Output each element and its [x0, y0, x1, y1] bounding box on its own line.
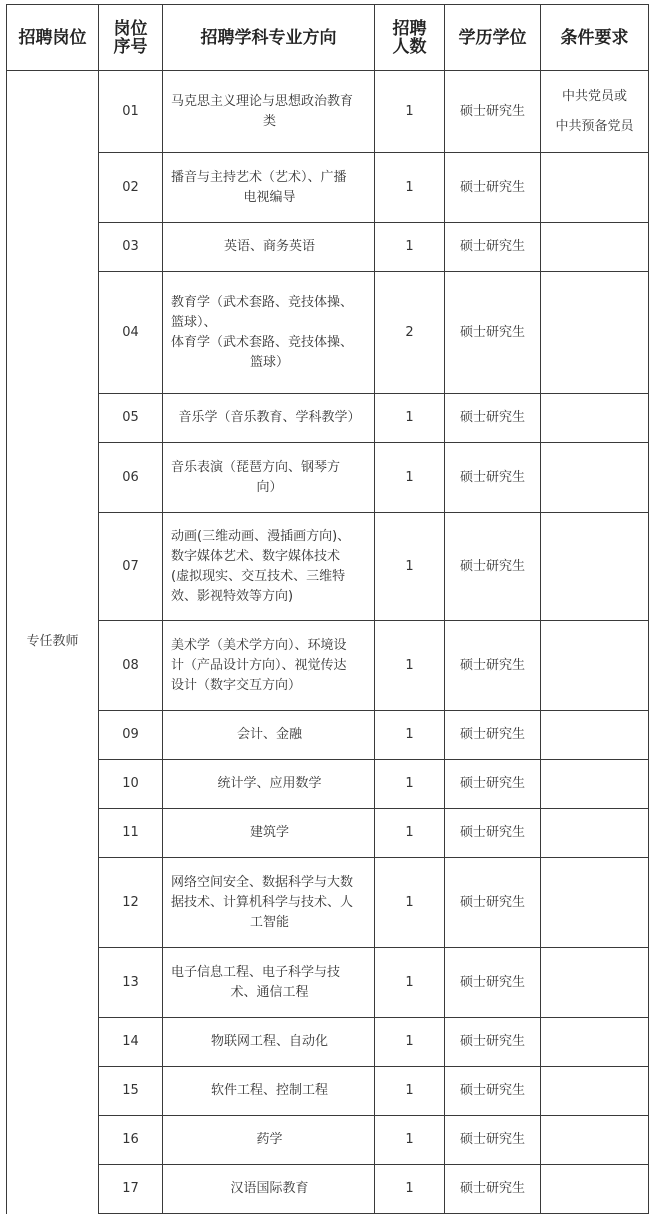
subject-line: 英语、商务英语: [223, 239, 315, 254]
header-requirement: 条件要求: [541, 5, 649, 71]
count-cell: 1: [375, 809, 445, 858]
header-row: [7, 5, 649, 71]
table-row: [7, 809, 649, 858]
seq-cell: 05: [99, 394, 163, 443]
subject-line: 数字媒体艺术、数字媒体技术: [171, 548, 341, 564]
seq-cell: 10: [99, 760, 163, 809]
seq-cell: 16: [99, 1116, 163, 1165]
header-count-line-1: 招聘: [392, 18, 427, 39]
subject-line: 计（产品设计方向）、视觉传达: [171, 657, 347, 673]
subject-line: 效、影视特效等方向): [171, 588, 294, 604]
subject-cell: [163, 513, 375, 621]
seq-cell: 17: [99, 1165, 163, 1214]
seq-cell: 06: [99, 443, 163, 513]
header-degree: 学历学位: [445, 5, 541, 71]
table-row: [7, 443, 649, 513]
requirement-cell: [541, 948, 649, 1018]
subject-cell: [163, 153, 375, 223]
subject-line: 篮球）、: [171, 314, 217, 330]
seq-cell: 14: [99, 1018, 163, 1067]
table-row: [7, 711, 649, 760]
table-row: [7, 621, 649, 711]
seq-cell: 04: [99, 272, 163, 394]
subject-cell: [163, 621, 375, 711]
subject-line: 建筑学: [249, 825, 289, 840]
count-cell: 2: [375, 272, 445, 394]
post-name-cell: 专任教师: [7, 71, 99, 1214]
table-row: [7, 760, 649, 809]
subject-line: 软件工程、控制工程: [210, 1083, 328, 1098]
count-cell: 1: [375, 1067, 445, 1116]
subject-line: 汉语国际教育: [230, 1181, 309, 1196]
subject-line: 统计学、应用数学: [217, 776, 322, 791]
degree-cell: 硕士研究生: [445, 809, 541, 858]
subject-cell: [163, 711, 375, 760]
subject-line: 篮球）: [249, 354, 289, 370]
subject-line: 播音与主持艺术（艺术）、广播: [171, 169, 347, 185]
subject-cell: [163, 809, 375, 858]
subject-cell: [163, 760, 375, 809]
requirement-cell: [541, 809, 649, 858]
degree-cell: 硕士研究生: [445, 621, 541, 711]
seq-cell: 02: [99, 153, 163, 223]
count-cell: 1: [375, 71, 445, 153]
subject-line: 类: [262, 113, 276, 129]
requirement-cell: [541, 223, 649, 272]
requirement-line: 中共预备党员: [555, 118, 634, 134]
subject-line: (虚拟现实、交互技术、三维特: [171, 568, 346, 584]
requirement-cell: [541, 1165, 649, 1214]
subject-cell: [163, 858, 375, 948]
subject-cell: [163, 443, 375, 513]
subject-cell: [163, 1116, 375, 1165]
subject-cell: [163, 394, 375, 443]
subject-line: 动画(三维动画、漫插画方向)、: [171, 528, 351, 544]
table-row: [7, 153, 649, 223]
count-cell: 1: [375, 858, 445, 948]
count-cell: 1: [375, 1165, 445, 1214]
table-row: [7, 272, 649, 394]
count-cell: 1: [375, 513, 445, 621]
header-seq-line-1: 岗位: [113, 18, 148, 39]
degree-cell: 硕士研究生: [445, 711, 541, 760]
requirement-cell: [541, 858, 649, 948]
seq-cell: 08: [99, 621, 163, 711]
subject-line: 马克思主义理论与思想政治教育: [171, 93, 354, 109]
degree-cell: 硕士研究生: [445, 1067, 541, 1116]
requirement-line: 中共党员或: [561, 88, 627, 104]
degree-cell: 硕士研究生: [445, 513, 541, 621]
recruitment-table: [6, 4, 649, 1214]
requirement-cell: [541, 621, 649, 711]
requirement-cell: [541, 513, 649, 621]
requirement-cell: [541, 1116, 649, 1165]
header-subject: 招聘学科专业方向: [163, 5, 375, 71]
subject-cell: [163, 223, 375, 272]
subject-line: 物联网工程、自动化: [210, 1034, 328, 1049]
count-cell: 1: [375, 223, 445, 272]
subject-line: 网络空间安全、数据科学与大数: [171, 874, 354, 890]
table-row: [7, 1116, 649, 1165]
table-row: [7, 223, 649, 272]
degree-cell: 硕士研究生: [445, 71, 541, 153]
degree-cell: 硕士研究生: [445, 1116, 541, 1165]
count-cell: 1: [375, 394, 445, 443]
requirement-cell: [541, 1067, 649, 1116]
degree-cell: 硕士研究生: [445, 394, 541, 443]
header-seq: [99, 5, 163, 71]
subject-cell: [163, 1165, 375, 1214]
table-row: [7, 1165, 649, 1214]
seq-cell: 09: [99, 711, 163, 760]
degree-cell: 硕士研究生: [445, 1018, 541, 1067]
header-count: [375, 5, 445, 71]
subject-cell: [163, 272, 375, 394]
seq-cell: 15: [99, 1067, 163, 1116]
subject-line: 音乐学（音乐教育、学科教学）: [178, 410, 361, 425]
seq-cell: 12: [99, 858, 163, 948]
degree-cell: 硕士研究生: [445, 443, 541, 513]
degree-cell: 硕士研究生: [445, 153, 541, 223]
subject-line: 据技术、计算机科学与技术、人: [171, 894, 354, 910]
table-row: [7, 71, 649, 153]
table-row: [7, 394, 649, 443]
requirement-cell: [541, 760, 649, 809]
requirement-cell: [541, 1018, 649, 1067]
table-row: [7, 1067, 649, 1116]
requirement-cell: [541, 153, 649, 223]
degree-cell: 硕士研究生: [445, 948, 541, 1018]
subject-cell: [163, 1018, 375, 1067]
seq-cell: 01: [99, 71, 163, 153]
requirement-cell: [541, 272, 649, 394]
table-row: [7, 858, 649, 948]
count-cell: 1: [375, 711, 445, 760]
requirement-cell: [541, 443, 649, 513]
subject-line: 药学: [256, 1132, 283, 1147]
count-cell: 1: [375, 443, 445, 513]
requirement-cell: [541, 711, 649, 760]
subject-line: 术、通信工程: [230, 984, 309, 1000]
count-cell: 1: [375, 760, 445, 809]
count-cell: 1: [375, 153, 445, 223]
count-cell: 1: [375, 1116, 445, 1165]
degree-cell: 硕士研究生: [445, 858, 541, 948]
degree-cell: 硕士研究生: [445, 272, 541, 394]
degree-cell: 硕士研究生: [445, 1165, 541, 1214]
table-row: [7, 948, 649, 1018]
count-cell: 1: [375, 948, 445, 1018]
table-body: [7, 71, 649, 1214]
count-cell: 1: [375, 1018, 445, 1067]
subject-line: 电视编导: [243, 189, 296, 205]
subject-line: 音乐表演（琵琶方向、钢琴方: [171, 459, 341, 475]
requirement-cell: [541, 71, 649, 153]
subject-cell: [163, 948, 375, 1018]
subject-cell: [163, 71, 375, 153]
degree-cell: 硕士研究生: [445, 223, 541, 272]
requirement-cell: [541, 394, 649, 443]
header-seq-line-2: 序号: [113, 36, 148, 57]
subject-line: 向）: [256, 479, 283, 495]
seq-cell: 11: [99, 809, 163, 858]
table-row: [7, 1018, 649, 1067]
degree-cell: 硕士研究生: [445, 760, 541, 809]
header-count-line-2: 人数: [392, 36, 427, 57]
subject-line: 美术学（美术学方向）、环境设: [171, 637, 347, 653]
table-row: [7, 513, 649, 621]
subject-line: 体育学（武术套路、竞技体操、: [171, 334, 354, 350]
seq-cell: 03: [99, 223, 163, 272]
seq-cell: 07: [99, 513, 163, 621]
subject-line: 教育学（武术套路、竞技体操、: [171, 294, 354, 310]
subject-cell: [163, 1067, 375, 1116]
header-post: 招聘岗位: [7, 5, 99, 71]
subject-line: 会计、金融: [236, 727, 302, 742]
subject-line: 设计（数字交互方向）: [171, 677, 302, 693]
count-cell: 1: [375, 621, 445, 711]
seq-cell: 13: [99, 948, 163, 1018]
subject-line: 工智能: [249, 914, 289, 930]
subject-line: 电子信息工程、电子科学与技: [171, 964, 341, 980]
